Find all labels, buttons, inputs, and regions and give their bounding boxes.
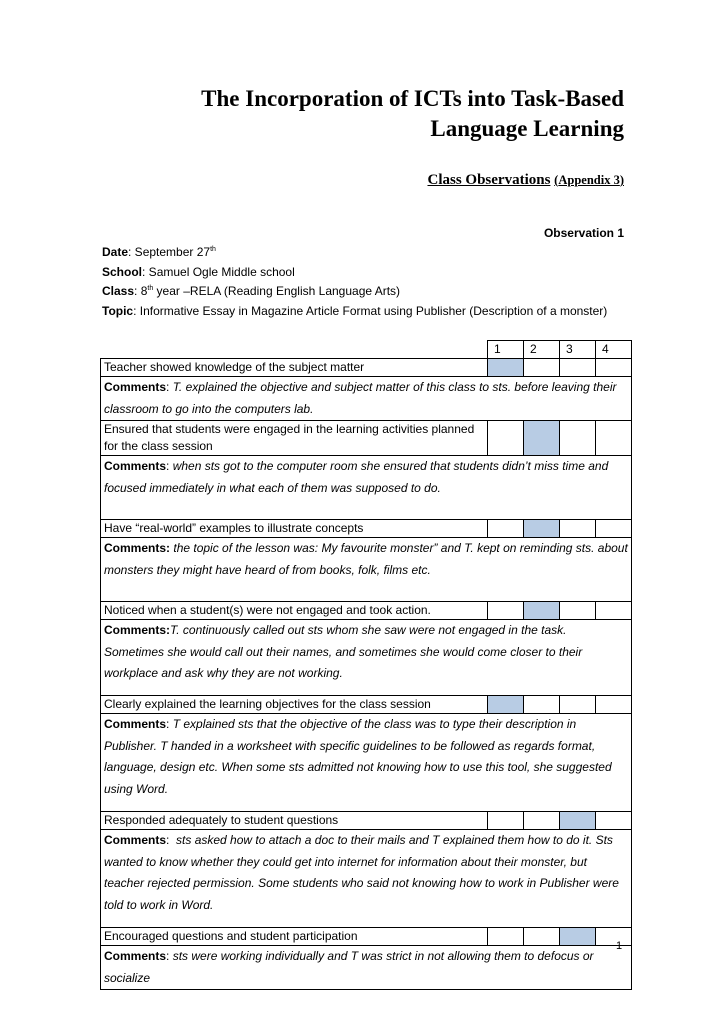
rating-cell-4[interactable] xyxy=(596,602,632,620)
scale-2: 2 xyxy=(524,341,560,359)
scale-4: 4 xyxy=(596,341,632,359)
comment-cell xyxy=(101,946,632,990)
criterion-row xyxy=(101,359,632,377)
rating-cell-1[interactable] xyxy=(488,359,524,377)
rating-cell-3[interactable] xyxy=(560,696,596,714)
criterion-text: Have “real-world” examples to illustrate concepts xyxy=(101,520,488,538)
rating-cell-2[interactable] xyxy=(524,696,560,714)
criterion-row xyxy=(101,421,632,456)
comment-cell xyxy=(101,456,632,520)
rating-cell-3[interactable] xyxy=(560,602,596,620)
scale-1: 1 xyxy=(488,341,524,359)
rating-cell-4[interactable] xyxy=(596,359,632,377)
meta-school: School: Samuel Ogle Middle school xyxy=(102,264,295,279)
comment-cell xyxy=(101,538,632,602)
rating-cell-2[interactable] xyxy=(524,928,560,946)
comment-separator: : xyxy=(166,717,173,731)
scale-3: 3 xyxy=(560,341,596,359)
rating-cell-3[interactable] xyxy=(560,928,596,946)
comment-label: Comments: xyxy=(104,541,171,555)
criterion-row xyxy=(101,602,632,620)
rating-cell-3[interactable] xyxy=(560,812,596,830)
rating-cell-2[interactable] xyxy=(524,421,560,456)
comment-text: sts were working individually and T was strict in not allowing them to defocus or socialize xyxy=(104,949,594,985)
rating-cell-2[interactable] xyxy=(524,359,560,377)
rating-cell-1[interactable] xyxy=(488,928,524,946)
meta-date: Date: September 27th xyxy=(102,245,216,259)
comment-label: Comments: xyxy=(104,623,171,637)
comment-label: Comments xyxy=(104,949,167,963)
comment-row xyxy=(101,946,632,990)
comment-text: sts asked how to attach a doc to their mails and T explained them how to do it. Sts wanted to know whether they could get into internet for information about their monster, but teacher rejected permission. Some students who said not knowing how to work in Publisher were told to work in Word. xyxy=(104,833,619,912)
comment-row xyxy=(101,377,632,421)
comment-text: T explained sts that the objective of the class was to type their description in Publisher. T handed in a worksheet with specific guidelines to be followed as regards format, language, design etc. When some sts admitted not knowing how to use this tool, she suggested using Word. xyxy=(104,717,612,796)
comment-cell xyxy=(101,620,632,696)
comment-row xyxy=(101,714,632,812)
comment-label: Comments xyxy=(104,833,167,847)
criterion-row xyxy=(101,520,632,538)
observation-meta xyxy=(102,243,607,321)
criterion-text: Responded adequately to student questions xyxy=(101,812,488,830)
title-line-2: Language Learning xyxy=(430,116,624,141)
rating-cell-4[interactable] xyxy=(596,520,632,538)
rating-cell-1[interactable] xyxy=(488,421,524,456)
comment-text: the topic of the lesson was: My favourite monster” and T. kept on reminding sts. about monsters they might have heard of from books, folk, films etc. xyxy=(104,541,628,577)
comment-separator: : xyxy=(166,459,173,473)
rating-cell-2[interactable] xyxy=(524,520,560,538)
rating-cell-1[interactable] xyxy=(488,696,524,714)
comment-separator: : xyxy=(166,833,177,847)
comment-row xyxy=(101,620,632,696)
rating-cell-3[interactable] xyxy=(560,520,596,538)
comment-row xyxy=(101,456,632,520)
comment-separator: : xyxy=(166,380,170,394)
rating-cell-1[interactable] xyxy=(488,602,524,620)
criterion-text: Encouraged questions and student participation xyxy=(101,928,488,946)
criterion-row xyxy=(101,812,632,830)
comment-text: T. explained the objective and subject matter of this class to sts. before leaving their classroom to go into the computers lab. xyxy=(104,380,617,416)
rating-cell-3[interactable] xyxy=(560,421,596,456)
comment-cell xyxy=(101,714,632,812)
comment-row xyxy=(101,538,632,602)
meta-class: Class: 8th year –RELA (Reading English Language Arts) xyxy=(102,284,401,298)
observation-number: Observation 1 xyxy=(543,226,624,240)
criterion-text: Noticed when a student(s) were not engaged and took action. xyxy=(101,602,488,620)
comment-cell xyxy=(101,377,632,421)
rating-cell-2[interactable] xyxy=(524,812,560,830)
comment-text: when sts got to the computer room she ensured that students didn’t miss time and focused immediately in what each of them was supposed to do. xyxy=(104,459,609,495)
comment-separator: : xyxy=(166,949,173,963)
rating-cell-4[interactable] xyxy=(596,812,632,830)
document-title xyxy=(100,84,624,144)
rating-cell-2[interactable] xyxy=(524,602,560,620)
rating-cell-4[interactable] xyxy=(596,696,632,714)
rating-cell-4[interactable] xyxy=(596,928,632,946)
rating-cell-4[interactable] xyxy=(596,421,632,456)
scale-header-row xyxy=(101,341,632,359)
comment-label: Comments xyxy=(104,380,167,394)
comment-cell xyxy=(101,830,632,928)
comment-row xyxy=(101,830,632,928)
criterion-text: Teacher showed knowledge of the subject matter xyxy=(101,359,488,377)
rating-cell-3[interactable] xyxy=(560,359,596,377)
comment-text: T. continuously called out sts whom she saw were not engaged in the task. Sometimes she would call out their names, and sometimes she would come closer to their workplace and ask why they are not working. xyxy=(104,623,583,680)
observation-table xyxy=(100,340,632,990)
criterion-text: Ensured that students were engaged in the learning activities planned for the class session xyxy=(101,421,488,456)
page-number: 1 xyxy=(616,940,623,952)
criterion-row xyxy=(101,928,632,946)
criterion-row xyxy=(101,696,632,714)
comment-label: Comments xyxy=(104,459,167,473)
rating-cell-1[interactable] xyxy=(488,520,524,538)
subtitle-class-observations: Class Observations xyxy=(427,172,551,188)
rating-cell-1[interactable] xyxy=(488,812,524,830)
comment-label: Comments xyxy=(104,717,167,731)
title-line-1: The Incorporation of ICTs into Task-Based xyxy=(201,86,624,111)
header-blank xyxy=(101,341,488,359)
appendix-ref: (Appendix 3) xyxy=(554,173,624,187)
meta-topic: Topic: Informative Essay in Magazine Article Format using Publisher (Description of a monster) xyxy=(102,303,608,318)
criterion-text: Clearly explained the learning objectives for the class session xyxy=(101,696,488,714)
subtitle xyxy=(300,172,624,189)
